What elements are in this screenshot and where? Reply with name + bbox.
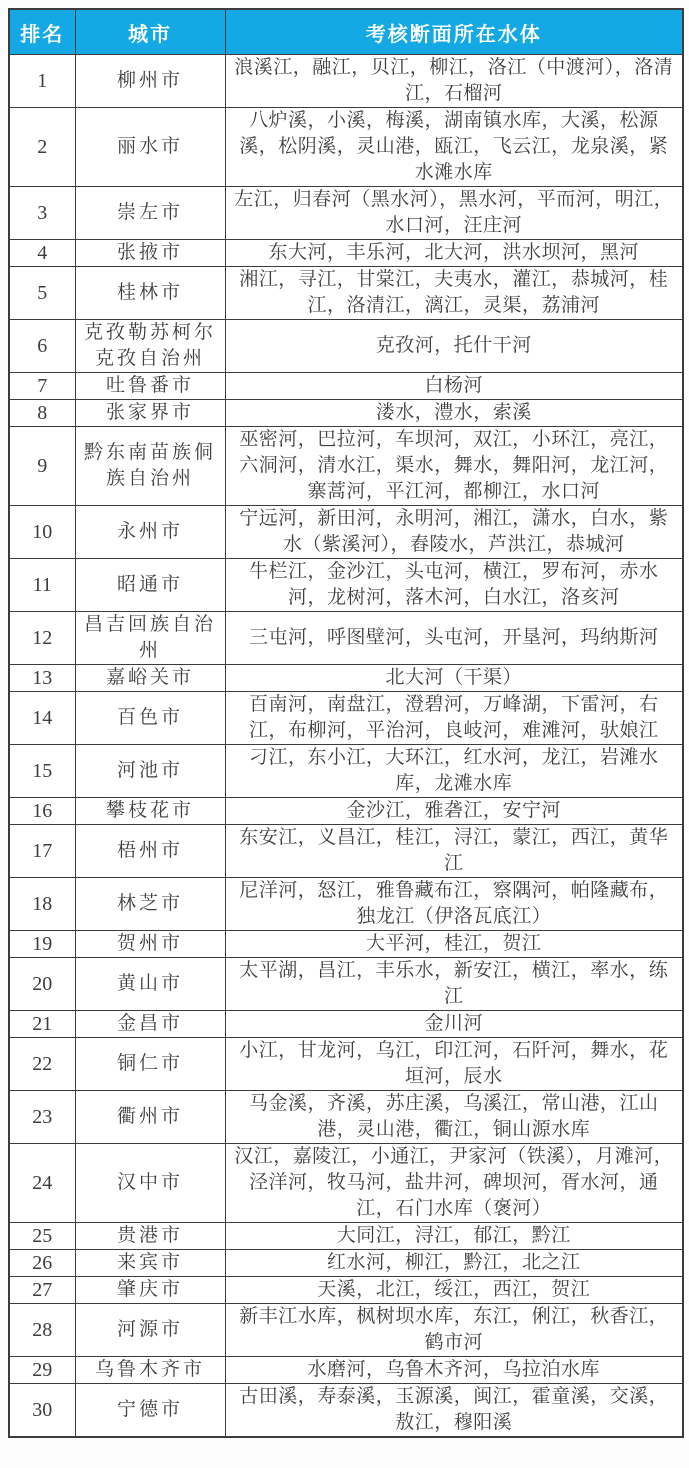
city-cell: 林芝市 [75, 878, 225, 931]
waters-cell: 汉江，嘉陵江，小通江，尹家河（铁溪），月滩河，泾洋河，牧马河，盐井河，碑坝河，胥水河，通江，石门水库（褒河） [225, 1144, 683, 1223]
waters-cell: 水磨河，乌鲁木齐河，乌拉泊水库 [225, 1357, 683, 1384]
waters-cell: 太平湖，昌江，丰乐水，新安江，横江，率水，练江 [225, 958, 683, 1011]
rank-cell: 7 [9, 373, 75, 400]
rank-cell: 22 [9, 1038, 75, 1091]
rank-cell: 20 [9, 958, 75, 1011]
city-cell: 金昌市 [75, 1011, 225, 1038]
waters-cell: 东安江，义昌江，桂江，浔江，蒙江，西江，黄华江 [225, 825, 683, 878]
rank-cell: 4 [9, 240, 75, 267]
water-quality-ranking-table [8, 8, 684, 1438]
waters-cell: 三屯河，呼图壁河，头屯河，开垦河，玛纳斯河 [225, 612, 683, 665]
rank-cell: 24 [9, 1144, 75, 1223]
waters-cell: 巫密河，巴拉河，车坝河，双江，小环江，亮江，六洞河，清水江，渠水，舞水，舞阳河，龙江河，寨蒿河，平江河，都柳江，水口河 [225, 427, 683, 506]
table-row [9, 427, 683, 506]
waters-cell: 小江，甘龙河，乌江，印江河，石阡河，舞水，花垣河，辰水 [225, 1038, 683, 1091]
city-cell: 黄山市 [75, 958, 225, 1011]
city-cell: 梧州市 [75, 825, 225, 878]
rank-cell: 5 [9, 267, 75, 320]
city-cell: 来宾市 [75, 1250, 225, 1277]
header-rank: 排名 [9, 9, 75, 55]
waters-cell: 马金溪，齐溪，苏庄溪，乌溪江，常山港，江山港，灵山港，衢江，铜山源水库 [225, 1091, 683, 1144]
rank-cell: 9 [9, 427, 75, 506]
table-row [9, 1277, 683, 1304]
table-row [9, 506, 683, 559]
table-row [9, 1304, 683, 1357]
table-row [9, 825, 683, 878]
city-cell: 桂林市 [75, 267, 225, 320]
rank-cell: 30 [9, 1384, 75, 1438]
rank-cell: 12 [9, 612, 75, 665]
city-cell: 贺州市 [75, 931, 225, 958]
rank-cell: 2 [9, 108, 75, 187]
table-row [9, 400, 683, 427]
rank-cell: 17 [9, 825, 75, 878]
waters-cell: 红水河，柳江，黔江，北之江 [225, 1250, 683, 1277]
waters-cell: 北大河（干渠） [225, 665, 683, 692]
waters-cell: 百南河，南盘江，澄碧河，万峰湖，下雷河，右江，布柳河，平治河，良岐河，难滩河，驮娘江 [225, 692, 683, 745]
city-cell: 黔东南苗族侗族自治州 [75, 427, 225, 506]
waters-cell: 尼洋河，怒江，雅鲁藏布江，察隅河，帕隆藏布，独龙江（伊洛瓦底江） [225, 878, 683, 931]
table-row [9, 1223, 683, 1250]
city-cell: 贵港市 [75, 1223, 225, 1250]
city-cell: 攀枝花市 [75, 798, 225, 825]
city-cell: 肇庆市 [75, 1277, 225, 1304]
city-cell: 百色市 [75, 692, 225, 745]
table-row [9, 931, 683, 958]
city-cell: 张掖市 [75, 240, 225, 267]
city-cell: 昭通市 [75, 559, 225, 612]
rank-cell: 13 [9, 665, 75, 692]
rank-cell: 18 [9, 878, 75, 931]
city-cell: 乌鲁木齐市 [75, 1357, 225, 1384]
rank-cell: 21 [9, 1011, 75, 1038]
waters-cell: 东大河，丰乐河，北大河，洪水坝河，黑河 [225, 240, 683, 267]
city-cell: 衢州市 [75, 1091, 225, 1144]
rank-cell: 27 [9, 1277, 75, 1304]
waters-cell: 宁远河，新田河，永明河，湘江，潇水，白水，紫水（紫溪河），舂陵水，芦洪江，恭城河 [225, 506, 683, 559]
rank-cell: 28 [9, 1304, 75, 1357]
rank-cell: 15 [9, 745, 75, 798]
waters-cell: 左江，归春河（黑水河），黑水河，平而河，明江，水口河，汪庄河 [225, 187, 683, 240]
waters-cell: 古田溪，寿泰溪，玉源溪，闽江，霍童溪，交溪，敖江，穆阳溪 [225, 1384, 683, 1438]
header-waters: 考核断面所在水体 [225, 9, 683, 55]
waters-cell: 大平河，桂江，贺江 [225, 931, 683, 958]
city-cell: 柳州市 [75, 55, 225, 108]
table-row [9, 1038, 683, 1091]
waters-cell: 八炉溪，小溪，梅溪，湖南镇水库，大溪，松源溪，松阴溪，灵山港，瓯江，飞云江，龙泉溪，紧水滩水库 [225, 108, 683, 187]
table-row [9, 320, 683, 373]
rank-cell: 6 [9, 320, 75, 373]
table-row [9, 612, 683, 665]
header-city: 城市 [75, 9, 225, 55]
city-cell: 吐鲁番市 [75, 373, 225, 400]
table-row [9, 108, 683, 187]
table-row [9, 240, 683, 267]
rank-cell: 3 [9, 187, 75, 240]
table-row [9, 55, 683, 108]
rank-cell: 25 [9, 1223, 75, 1250]
city-cell: 张家界市 [75, 400, 225, 427]
city-cell: 崇左市 [75, 187, 225, 240]
waters-cell: 白杨河 [225, 373, 683, 400]
waters-cell: 湘江，寻江，甘棠江，夫夷水，灌江，恭城河，桂江，洛清江，漓江，灵渠，荔浦河 [225, 267, 683, 320]
city-cell: 嘉峪关市 [75, 665, 225, 692]
waters-cell: 溇水，澧水，索溪 [225, 400, 683, 427]
table-row [9, 1011, 683, 1038]
waters-cell: 金沙江，雅砻江，安宁河 [225, 798, 683, 825]
table-row [9, 958, 683, 1011]
table-row [9, 187, 683, 240]
rank-cell: 1 [9, 55, 75, 108]
rank-cell: 29 [9, 1357, 75, 1384]
rank-cell: 11 [9, 559, 75, 612]
rank-cell: 19 [9, 931, 75, 958]
waters-cell: 牛栏江，金沙江，头屯河，横江，罗布河，赤水河，龙树河，落木河，白水江，洛亥河 [225, 559, 683, 612]
rank-cell: 16 [9, 798, 75, 825]
table-row [9, 878, 683, 931]
rank-cell: 26 [9, 1250, 75, 1277]
city-cell: 丽水市 [75, 108, 225, 187]
city-cell: 永州市 [75, 506, 225, 559]
table-row [9, 1144, 683, 1223]
waters-cell: 金川河 [225, 1011, 683, 1038]
table-row [9, 745, 683, 798]
table-row [9, 267, 683, 320]
waters-cell: 刁江，东小江，大环江，红水河，龙江，岩滩水库，龙滩水库 [225, 745, 683, 798]
rank-cell: 23 [9, 1091, 75, 1144]
waters-cell: 新丰江水库，枫树坝水库，东江，俐江，秋香江，鹤市河 [225, 1304, 683, 1357]
table-row [9, 559, 683, 612]
city-cell: 汉中市 [75, 1144, 225, 1223]
table-row [9, 1384, 683, 1438]
rank-cell: 8 [9, 400, 75, 427]
city-cell: 铜仁市 [75, 1038, 225, 1091]
waters-cell: 天溪，北江，绥江，西江，贺江 [225, 1277, 683, 1304]
city-cell: 河源市 [75, 1304, 225, 1357]
table-header [9, 9, 683, 55]
city-cell: 克孜勒苏柯尔克孜自治州 [75, 320, 225, 373]
city-cell: 昌吉回族自治州 [75, 612, 225, 665]
table-row [9, 692, 683, 745]
rank-cell: 14 [9, 692, 75, 745]
table-row [9, 373, 683, 400]
waters-cell: 浪溪江，融江，贝江，柳江，洛江（中渡河），洛清江，石榴河 [225, 55, 683, 108]
table-row [9, 665, 683, 692]
table-body [9, 55, 683, 1438]
waters-cell: 大同江，浔江，郁江，黔江 [225, 1223, 683, 1250]
waters-cell: 克孜河，托什干河 [225, 320, 683, 373]
rank-cell: 10 [9, 506, 75, 559]
table-row [9, 1091, 683, 1144]
city-cell: 宁德市 [75, 1384, 225, 1438]
table-row [9, 798, 683, 825]
table-row [9, 1357, 683, 1384]
table-row [9, 1250, 683, 1277]
city-cell: 河池市 [75, 745, 225, 798]
